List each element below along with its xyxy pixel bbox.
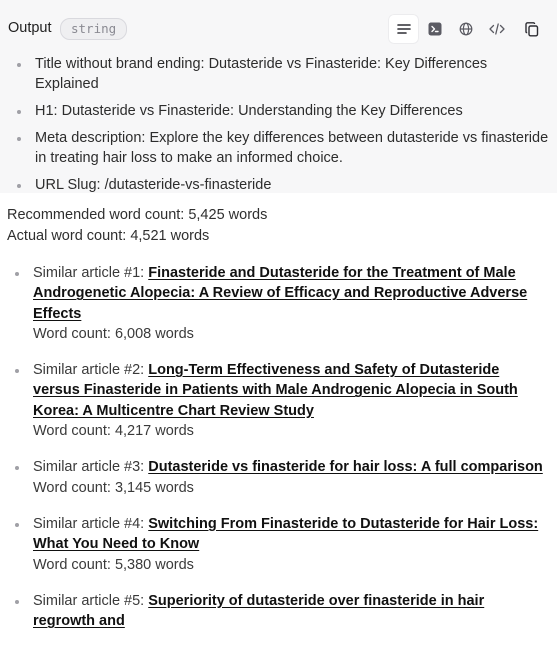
meta-item-text: H1: Dutasteride vs Finasteride: Understanding the Key Differences (35, 103, 463, 119)
terminal-view-button[interactable] (419, 14, 450, 44)
bullet-dot (17, 184, 21, 188)
list-item (0, 263, 557, 344)
list-item (0, 457, 557, 498)
bullet-dot (15, 523, 19, 527)
list-item (0, 360, 557, 441)
article-prefix: Similar article #1: (33, 265, 149, 281)
copy-button[interactable] (517, 14, 547, 44)
article-link[interactable]: Long-Term Effectiveness and Safety of Dutasteride versus Finasteride in Patients with Male Androgenic Alopecia in South Korea: A Multicentre Chart Review Study (33, 362, 518, 419)
terminal-icon (428, 22, 442, 36)
code-view-button[interactable] (481, 14, 512, 44)
output-header (0, 14, 557, 44)
view-toolbar (388, 14, 512, 44)
text-view-button[interactable] (388, 14, 419, 44)
meta-item-title (0, 54, 557, 94)
globe-icon (459, 22, 473, 36)
meta-list (0, 54, 557, 202)
article-prefix: Similar article #4: (33, 515, 149, 532)
article-word-count: Word count: 3,145 words (33, 479, 194, 496)
list-item (0, 591, 557, 632)
web-view-button[interactable] (450, 14, 481, 44)
meta-item-slug (0, 175, 557, 195)
article-word-count: Word count: 4,217 words (33, 423, 194, 440)
bullet-dot (15, 600, 19, 604)
article-prefix: Similar article #5: (33, 592, 149, 609)
meta-item-text: Title without brand ending: Dutasteride vs Finasteride: Key Differences Explained (35, 56, 488, 92)
article-link[interactable]: Finasteride and Dutasteride for the Treatment of Male Androgenetic Alopecia: A Review of Efficacy and Reproductive Adverse Effects (33, 265, 528, 322)
type-badge: string (60, 18, 127, 40)
copy-icon (525, 22, 539, 37)
output-panel (0, 0, 557, 193)
article-prefix: Similar article #2: (33, 362, 149, 379)
article-word-count: Word count: 5,380 words (33, 556, 194, 573)
recommended-word-count: Recommended word count: 5,425 words (7, 207, 268, 223)
meta-item-text: Meta description: Explore the key differences between dutasteride vs finasteride in treating hair loss to make an informed choice. (35, 130, 549, 166)
meta-item-text: URL Slug: /dutasteride-vs-finasteride (35, 177, 272, 193)
meta-item-description (0, 128, 557, 168)
actual-word-count: Actual word count: 4,521 words (7, 228, 210, 244)
meta-item-h1 (0, 101, 557, 121)
bullet-dot (17, 63, 21, 67)
bullet-dot (17, 137, 21, 141)
article-link[interactable]: Dutasteride vs finasteride for hair loss: A full comparison (148, 459, 543, 476)
bullet-dot (15, 272, 19, 276)
code-icon (489, 23, 505, 35)
article-prefix: Similar article #3: (33, 459, 149, 476)
list-item (0, 514, 557, 575)
output-title: Output (8, 20, 52, 36)
bullet-dot (15, 466, 19, 470)
article-word-count: Word count: 6,008 words (33, 325, 194, 342)
word-counts (7, 205, 267, 247)
article-link[interactable]: Superiority of dutasteride over finasteride in hair regrowth and (33, 592, 485, 630)
similar-articles-list (0, 263, 557, 647)
bullet-dot (17, 110, 21, 114)
article-link[interactable]: Switching From Finasteride to Dutasteride for Hair Loss: What You Need to Know (33, 515, 539, 553)
text-align-icon (397, 23, 411, 35)
bullet-dot (15, 369, 19, 373)
